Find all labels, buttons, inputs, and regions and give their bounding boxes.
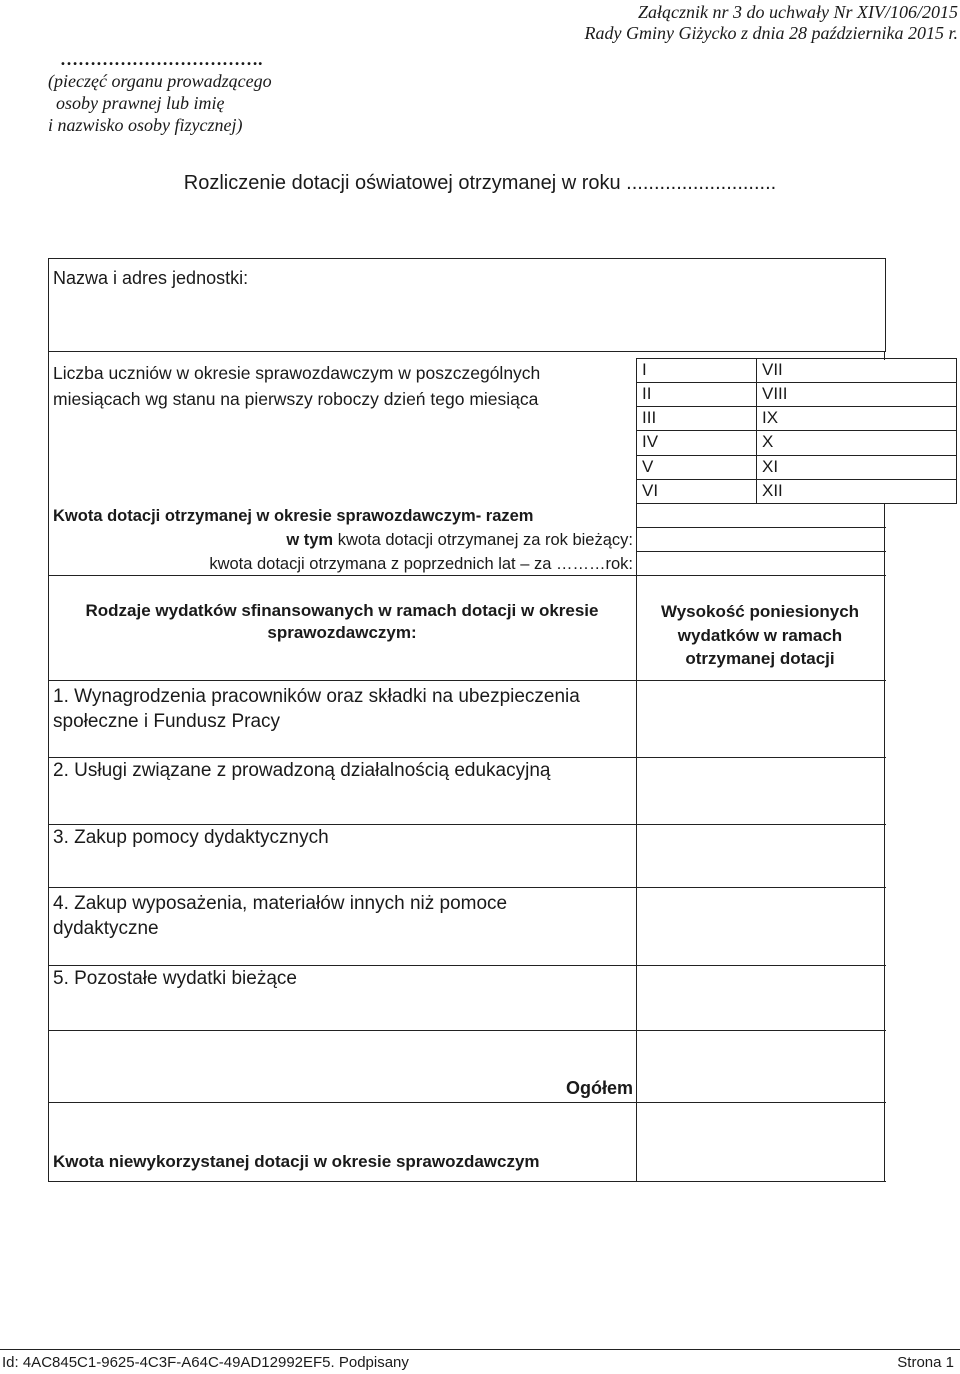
month-x[interactable]: X xyxy=(762,432,774,451)
grant-total-label: Kwota dotacji otrzymanej w okresie sprawozdawczym- razem xyxy=(53,507,534,525)
expense-3-label: 3. Zakup pomocy dydaktycznych xyxy=(53,827,329,848)
stamp-dots: ……………………………. xyxy=(60,49,263,69)
months-grid-row-line xyxy=(636,382,956,383)
months-grid-left-line xyxy=(636,358,637,504)
month-v[interactable]: V xyxy=(642,457,654,476)
expenses-header-line-2: sprawozdawczym: xyxy=(267,623,417,642)
stamp-line-3: i nazwisko osoby fizycznej) xyxy=(48,115,243,135)
expense-1-amount-cell[interactable] xyxy=(637,681,884,757)
amount-header xyxy=(636,600,884,671)
annex-header xyxy=(398,2,958,44)
annex-line-1: Załącznik nr 3 do uchwały Nr XIV/106/2015 xyxy=(638,2,958,22)
grant-previous-amount-cell[interactable] xyxy=(636,551,886,576)
table-left-border xyxy=(48,352,49,1182)
students-line-2: miesiącach wg stanu na pierwszy roboczy dzień tego miesiąca xyxy=(53,389,539,409)
grant-total-amount-cell[interactable] xyxy=(636,503,886,528)
month-vi[interactable]: VI xyxy=(642,481,659,500)
amount-header-line-1: Wysokość poniesionych xyxy=(660,602,860,621)
unused-grant-amount-cell[interactable] xyxy=(637,1103,884,1181)
expense-3-amount-cell[interactable] xyxy=(637,825,884,887)
total-amount-cell[interactable] xyxy=(637,1031,884,1102)
expense-4-line-1: 4. Zakup wyposażenia, materiałów innych niż pomoce xyxy=(53,893,508,914)
expense-5-amount-cell[interactable] xyxy=(637,966,884,1030)
months-grid-row-line xyxy=(636,358,956,359)
month-xii[interactable]: XII xyxy=(762,481,783,500)
grant-current-amount-cell[interactable] xyxy=(636,527,886,552)
grant-previous-label: kwota dotacji otrzymana z poprzednich lat – za ………rok: xyxy=(209,555,633,573)
month-viii[interactable]: VIII xyxy=(762,384,788,403)
expense-5-label: 5. Pozostałe wydatki bieżące xyxy=(53,968,297,989)
expense-1-line-1: 1. Wynagrodzenia pracowników oraz składki na ubezpieczenia xyxy=(53,686,580,707)
expense-2-label: 2. Usługi związane z prowadzoną działalnością edukacyjną xyxy=(53,760,551,781)
students-label xyxy=(53,360,540,412)
months-grid-row-line xyxy=(636,406,956,407)
expense-row-1 xyxy=(53,684,580,734)
expense-4-line-2: dydaktyczne xyxy=(53,918,159,939)
months-grid-row-line xyxy=(636,479,956,480)
grant-current-bold: w tym xyxy=(286,531,334,549)
students-line-1: Liczba uczniów w okresie sprawozdawczym w poszczególnych xyxy=(53,363,541,383)
expenses-header xyxy=(48,600,636,644)
expense-2-amount-cell[interactable] xyxy=(637,758,884,824)
month-iii[interactable]: III xyxy=(642,408,657,427)
expense-1-line-2: społeczne i Fundusz Pracy xyxy=(53,711,281,732)
months-grid-row-line xyxy=(636,455,956,456)
expenses-top-line xyxy=(48,575,886,576)
total-label: Ogółem xyxy=(565,1078,633,1098)
amount-header-line-2: wydatków w ramach xyxy=(677,625,843,645)
grant-current-label xyxy=(53,531,633,550)
stamp-line-1: (pieczęć organu prowadzącego xyxy=(48,71,272,91)
months-grid-row-line xyxy=(636,430,956,431)
expense-row-4 xyxy=(53,891,507,941)
document-title: Rozliczenie dotacji oświatowej otrzymanej w roku ........................... xyxy=(183,172,777,194)
month-i[interactable]: I xyxy=(642,360,647,379)
document-id: Id: 4AC845C1-9625-4C3F-A64C-49AD12992EF5. Podpisany xyxy=(2,1354,409,1371)
grant-cells-right-line xyxy=(884,503,885,576)
stamp-placeholder xyxy=(48,48,328,136)
footer xyxy=(0,1349,960,1374)
unit-name-label: Nazwa i adres jednostki: xyxy=(53,268,249,288)
months-grid-mid-line xyxy=(756,358,757,504)
page-number: Strona 1 xyxy=(897,1354,954,1371)
month-iv[interactable]: IV xyxy=(642,432,659,451)
unused-grant-label: Kwota niewykorzystanej dotacji w okresie sprawozdawczym xyxy=(53,1152,540,1171)
month-ix[interactable]: IX xyxy=(762,408,779,427)
stamp-line-2: osoby prawnej lub imię xyxy=(56,93,225,113)
month-vii[interactable]: VII xyxy=(762,360,783,379)
expense-4-amount-cell[interactable] xyxy=(637,888,884,965)
table-bottom-line xyxy=(48,1181,886,1182)
grant-current-rest: kwota dotacji otrzymanej za rok bieżący: xyxy=(333,531,633,549)
table-right-border xyxy=(884,576,885,1182)
month-ii[interactable]: II xyxy=(642,384,652,403)
month-xi[interactable]: XI xyxy=(762,457,779,476)
amount-header-line-3: otrzymanej dotacji xyxy=(685,649,835,668)
months-grid-right-line xyxy=(956,358,957,504)
annex-line-2: Rady Gminy Giżycko z dnia 28 października 2015 r. xyxy=(584,23,958,43)
expenses-header-line-1: Rodzaje wydatków sfinansowanych w ramach dotacji w okresie xyxy=(85,601,599,620)
